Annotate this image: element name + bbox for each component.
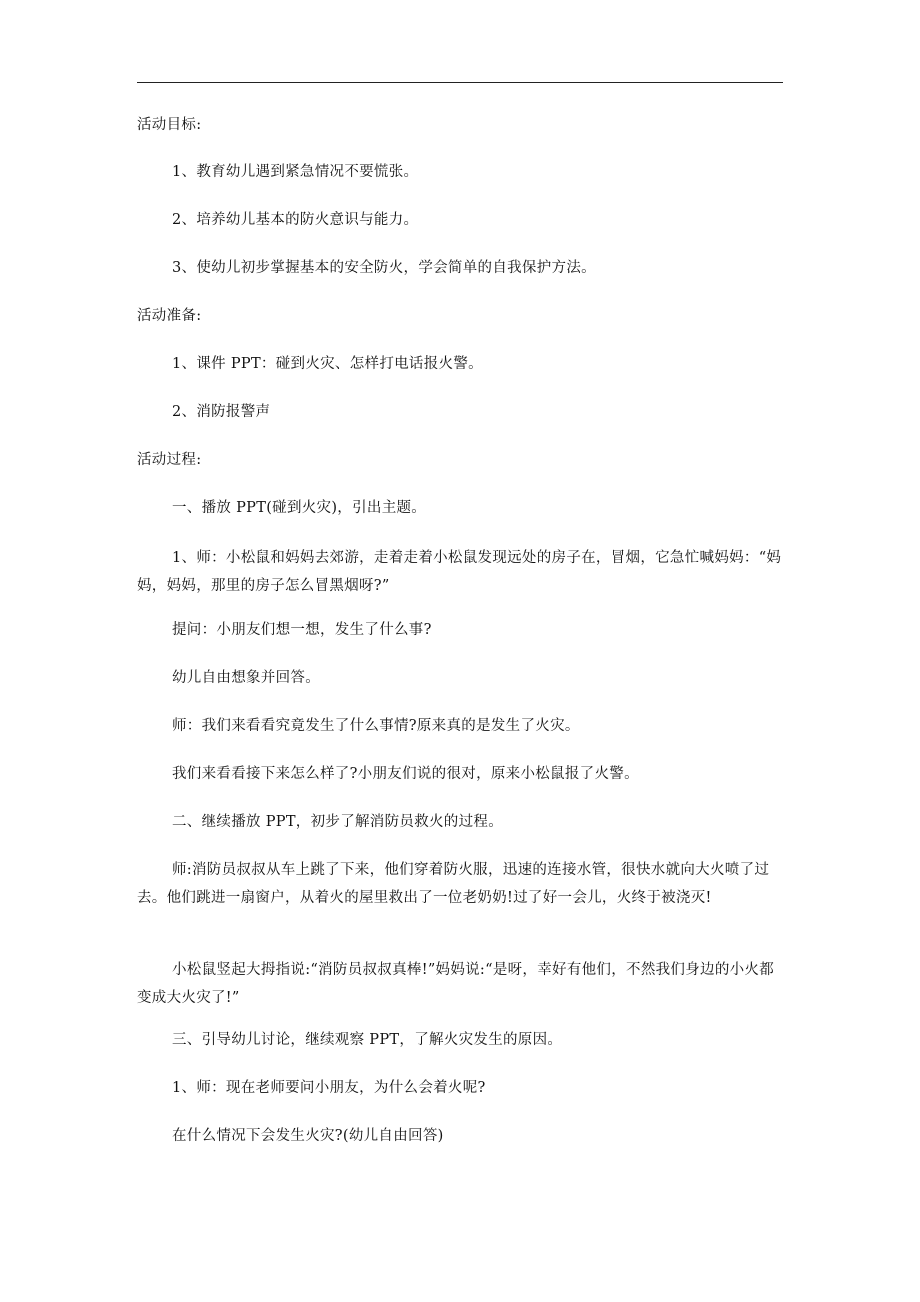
heading-activity-process: 活动过程: [137, 452, 202, 468]
process-step-2: 二、继续播放 PPT，初步了解消防员救火的过程。 [172, 814, 503, 830]
process-teacher-fire: 师：我们来看看究竟发生了什么事情?原来真的是发生了火灾。 [172, 718, 580, 734]
process-step-1: 一、播放 PPT(碰到火灾)，引出主题。 [172, 500, 427, 516]
preparation-item-2: 2、消防报警声 [172, 404, 271, 420]
preparation-item-1: 1、课件 PPT：碰到火灾、怎样打电话报火警。 [172, 356, 483, 372]
goal-item-3: 3、使幼儿初步掌握基本的安全防火，学会简单的自我保护方法。 [172, 260, 596, 276]
goal-item-2: 2、培养幼儿基本的防火意识与能力。 [172, 212, 419, 228]
process-paragraph-squirrel: 1、师：小松鼠和妈妈去郊游，走着走着小松鼠发现远处的房子在，冒烟，它急忙喊妈妈：“妈妈，妈妈，那里的房子怎么冒黑烟呀?” [137, 550, 782, 594]
process-step-3: 三、引导幼儿讨论，继续观察 PPT，了解火灾发生的原因。 [172, 1032, 563, 1048]
heading-activity-goals: 活动目标: [137, 117, 202, 133]
process-paragraph-firefighters: 师:消防员叔叔从车上跳了下来，他们穿着防火服，迅速的连接水管，很快水就向大火喷了过去。他们跳进一扇窗户，从着火的屋里救出了一位老奶奶!过了好一会儿，火终于被浇灭! [137, 862, 770, 906]
header-rule [137, 82, 783, 83]
process-teacher-question: 1、师：现在老师要问小朋友，为什么会着火呢? [172, 1080, 486, 1096]
heading-activity-preparation: 活动准备: [137, 308, 202, 324]
process-children-answer: 幼儿自由想象并回答。 [172, 670, 320, 686]
process-question: 提问：小朋友们想一想，发生了什么事? [172, 622, 432, 638]
process-paragraph-thumbs-up: 小松鼠竖起大拇指说:“消防员叔叔真棒!”妈妈说:“是呀，幸好有他们，不然我们身边的小火都变成大火灾了!” [137, 962, 775, 1006]
process-fire-alarm: 我们来看看接下来怎么样了?小朋友们说的很对，原来小松鼠报了火警。 [172, 766, 639, 782]
goal-item-1: 1、教育幼儿遇到紧急情况不要慌张。 [172, 164, 419, 180]
process-situation-question: 在什么情况下会发生火灾?(幼儿自由回答) [172, 1128, 444, 1144]
